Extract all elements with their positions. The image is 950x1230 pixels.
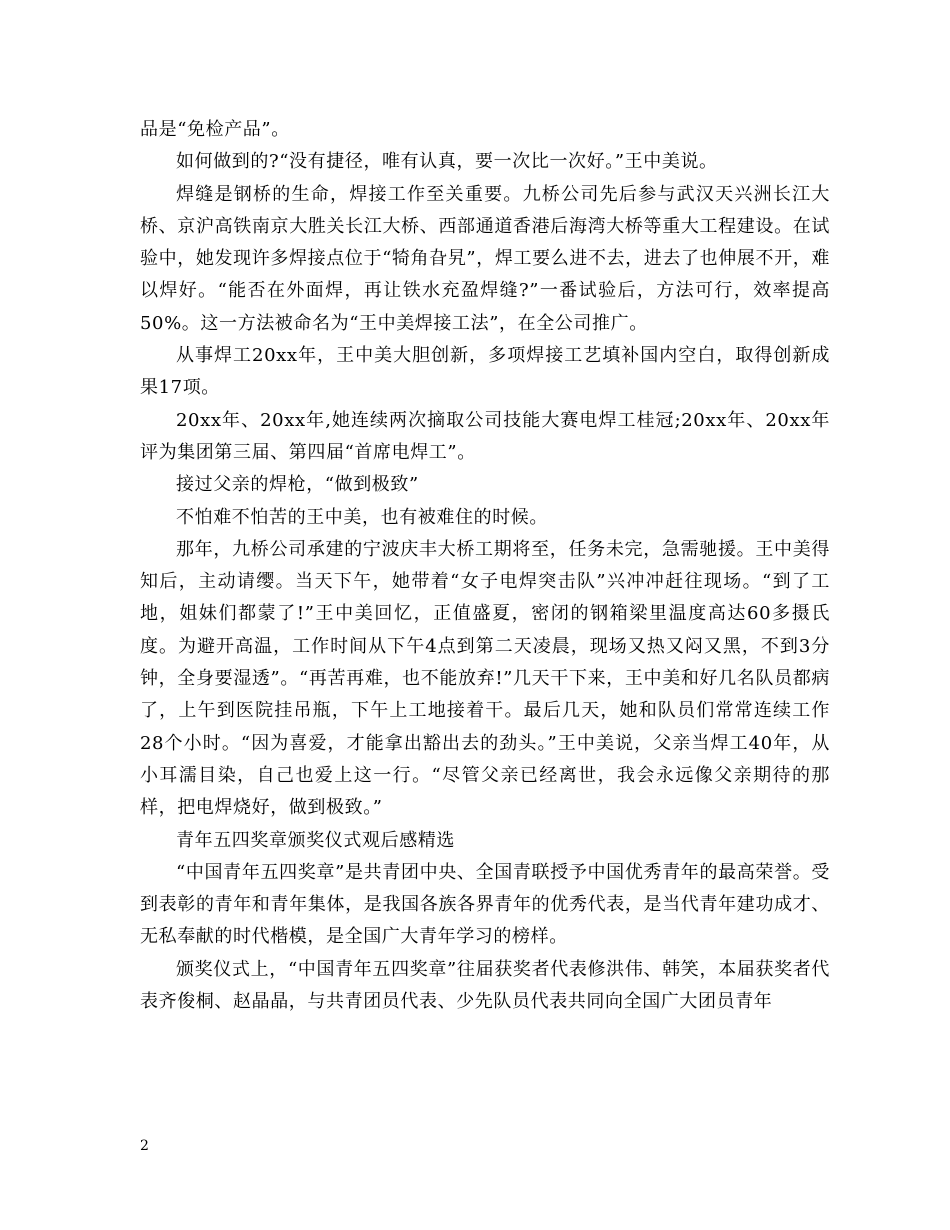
paragraph-10: “中国青年五四奖章”是共青团中央、全国青联授予中国优秀青年的最高荣誉。受到表彰的青年和青年集体，是我国各族各界青年的优秀代表，是当代青年建功成才、无私奉献的时代楷模，是全国广大青年学习的榜样。 — [140, 861, 830, 948]
paragraph-4: 从事焊工20xx年，王中美大胆创新，多项焊接工艺填补国内空白，取得创新成果17项。 — [140, 345, 830, 399]
page-number: 2 — [140, 1138, 149, 1154]
paragraph-11: 颁奖仪式上，“中国青年五四奖章”往届获奖者代表修洪伟、韩笑，本届获奖者代表齐俊桐、赵晶晶，与共青团员代表、少先队员代表共同向全国广大团员青年 — [140, 958, 830, 1013]
paragraph-2: 如何做到的?“没有捷径，唯有认真，要一次比一次好。”王中美说。 — [176, 151, 718, 173]
paragraph-8: 那年，九桥公司承建的宁波庆丰大桥工期将至，任务未完，急需驰援。王中美得知后，主动请缨。当天下午，她带着“女子电焊突击队”兴冲冲赶往现场。“到了工地，姐妹们都蒙了!”王中美回忆，正值盛夏，密闭的钢箱梁里温度高达60多摄氏度。为避开高温，工作时间从下午4点到第二天凌晨，现场又热又闷又黑，不到3分钟，全身要湿透”。“再苦再难，也不能放弃!”几天干下来，王中美和好几名队员都病了，上午到医院挂吊瓶，下午上工地接着干。最后几天，她和队员们常常连续工作28个小时。“因为喜爱，才能拿出豁出去的劲头。”王中美说，父亲当焊工40年，从小耳濡目染，自己也爱上这一行。“尽管父亲已经离世，我会永远像父亲期待的那样，把电焊烧好，做到极致。” — [140, 538, 830, 819]
paragraph-3: 焊缝是钢桥的生命，焊接工作至关重要。九桥公司先后参与武汉天兴洲长江大桥、京沪高铁南京大胜关长江大桥、西部通道香港后海湾大桥等重大工程建设。在试验中，她发现许多焊接点位于“犄角旮旯”，焊工要么进不去，进去了也伸展不开，难以焊好。“能否在外面焊，再让铁水充盈焊缝?”一番试验后，方法可行，效率提高50%。这一方法被命名为“王中美焊接工法”，在全公司推广。 — [140, 183, 830, 334]
document-body — [140, 114, 830, 1018]
section-heading-welding-gun: 接过父亲的焊枪，“做到极致” — [176, 474, 419, 496]
paragraph-7: 不怕难不怕苦的王中美，也有被难住的时候。 — [176, 506, 548, 528]
paragraph-5: 20xx年、20xx年,她连续两次摘取公司技能大赛电焊工桂冠;20xx年、20xx年评为集团第三届、第四届“首席电焊工”。 — [140, 409, 830, 463]
paragraph-1: 品是“免检产品”。 — [140, 119, 290, 140]
section-heading-award-ceremony: 青年五四奖章颁奖仪式观后感精选 — [176, 829, 455, 851]
